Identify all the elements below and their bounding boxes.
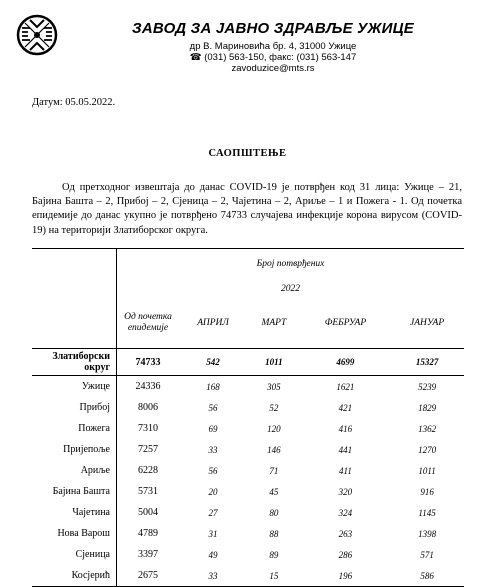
- region-cell: Пожега: [78, 423, 110, 434]
- month-cell: 88: [269, 528, 279, 539]
- institution-phone: ☎ (031) 563-150, факс: (031) 563-147: [189, 52, 357, 63]
- month-cell: 1621: [336, 381, 355, 392]
- month-cell: 15327: [390, 349, 464, 376]
- region-cell: Ужице: [81, 381, 110, 392]
- month-cell: 89: [269, 549, 279, 560]
- total-cell: 7257: [138, 444, 158, 455]
- region-cell: Сјеница: [75, 549, 110, 560]
- month-cell: 146: [267, 444, 281, 455]
- month-cell: 1398: [418, 528, 437, 539]
- month-cell: 441: [338, 444, 353, 455]
- month-cell: 421: [338, 402, 353, 413]
- total-cell: 24336: [135, 381, 161, 392]
- month-cell: 916: [420, 486, 434, 497]
- month-cell: 286: [338, 549, 353, 560]
- month-cell: 120: [267, 423, 281, 434]
- region-cell: Чајетина: [72, 507, 110, 518]
- month-cell: 168: [206, 381, 220, 392]
- region-cell: Бајина Башта: [52, 486, 110, 497]
- table-row: [32, 523, 464, 544]
- month-cell: 5239: [418, 381, 437, 392]
- month-cell: 542: [179, 349, 247, 376]
- month-cell: 33: [208, 444, 218, 455]
- document-title: САОПШТЕЊЕ: [208, 148, 287, 159]
- month-cell: 324: [338, 507, 353, 518]
- col-month-header: ЈАНУАР: [390, 299, 464, 349]
- month-cell: 196: [301, 565, 391, 587]
- month-cell: 31: [208, 528, 218, 539]
- total-cell: 6228: [138, 465, 158, 476]
- month-cell: 1011: [418, 465, 436, 476]
- month-cell: 416: [338, 423, 353, 434]
- month-cell: 305: [267, 381, 281, 392]
- month-cell: 1270: [418, 444, 437, 455]
- month-cell: 1829: [418, 402, 437, 413]
- region-cell: Пријепоље: [63, 444, 110, 455]
- institute-logo: [16, 14, 58, 56]
- table-row: [32, 439, 464, 460]
- region-cell: Прибој: [79, 402, 110, 413]
- month-cell: 411: [339, 465, 352, 476]
- institution-name: ЗАВОД ЗА ЈАВНО ЗДРАВЉЕ УЖИЦЕ: [132, 20, 414, 37]
- month-cell: 71: [269, 465, 279, 476]
- region-cell: Косјерић: [32, 565, 116, 587]
- month-cell: 4699: [301, 349, 391, 376]
- region-cell: Ариље: [80, 465, 110, 476]
- month-cell: 263: [338, 528, 353, 539]
- month-cell: 1362: [418, 423, 437, 434]
- total-cell: 5004: [138, 507, 158, 518]
- month-cell: 56: [208, 402, 218, 413]
- month-cell: 69: [208, 423, 218, 434]
- table-row: [32, 397, 464, 418]
- month-cell: 52: [269, 402, 279, 413]
- region-cell: Нова Варош: [57, 528, 110, 539]
- col-month-header: МАРТ: [247, 299, 301, 349]
- month-cell: 15: [247, 565, 301, 587]
- total-cell: 8006: [138, 402, 158, 413]
- total-cell: 5731: [138, 486, 158, 497]
- table-row: [32, 349, 464, 376]
- month-cell: 45: [269, 486, 279, 497]
- total-cell: 4789: [138, 528, 158, 539]
- table-row: [32, 418, 464, 439]
- total-cell: 74733: [117, 349, 180, 376]
- month-cell: 571: [420, 549, 434, 560]
- col-month-header: АПРИЛ: [179, 299, 247, 349]
- year-header: 2022: [281, 283, 300, 294]
- institution-email: zavoduzice@mts.rs: [231, 63, 315, 74]
- month-cell: 33: [179, 565, 247, 587]
- institution-address: др В. Мариновића бр. 4, 31000 Ужице: [189, 41, 357, 52]
- total-cell: 3397: [138, 549, 158, 560]
- table-row: [32, 565, 464, 587]
- col-month-header: ФЕБРУАР: [301, 299, 391, 349]
- month-cell: 1011: [247, 349, 301, 376]
- month-cell: 1145: [418, 507, 436, 518]
- month-cell: 20: [208, 486, 218, 497]
- month-cell: 320: [338, 486, 353, 497]
- month-cell: 586: [390, 565, 464, 587]
- month-cell: 80: [269, 507, 279, 518]
- table-row: [32, 544, 464, 565]
- announcement-paragraph: Од претходног извештаја до данас COVID-19 је потврђен код 31 лица: Ужице – 21, Бајина Башта – 2, Прибој – 2, Сјеница – 2, Чајетина – 2, Ариље – 1 и Пожега - 1. Од почетка епидемије до данас укупно је потврђено 74733 случајева инфекције корона вирусом (COVID-19) на територији Златиборског округа.: [32, 182, 462, 236]
- group-header: Број потврђених: [117, 249, 465, 279]
- month-cell: 27: [208, 507, 218, 518]
- total-cell: 7310: [138, 423, 158, 434]
- table-row: [32, 460, 464, 481]
- region-cell: Златиборски округ: [32, 349, 116, 376]
- month-cell: 56: [208, 465, 218, 476]
- cases-table: [32, 248, 464, 587]
- total-cell: 2675: [117, 565, 180, 587]
- month-cell: 49: [208, 549, 218, 560]
- document-date: Датум: 05.05.2022.: [32, 97, 116, 108]
- col-total-header: Од почетка епидемије: [124, 312, 172, 334]
- table-row: [32, 502, 464, 523]
- table-row: [32, 376, 464, 398]
- table-row: [32, 481, 464, 502]
